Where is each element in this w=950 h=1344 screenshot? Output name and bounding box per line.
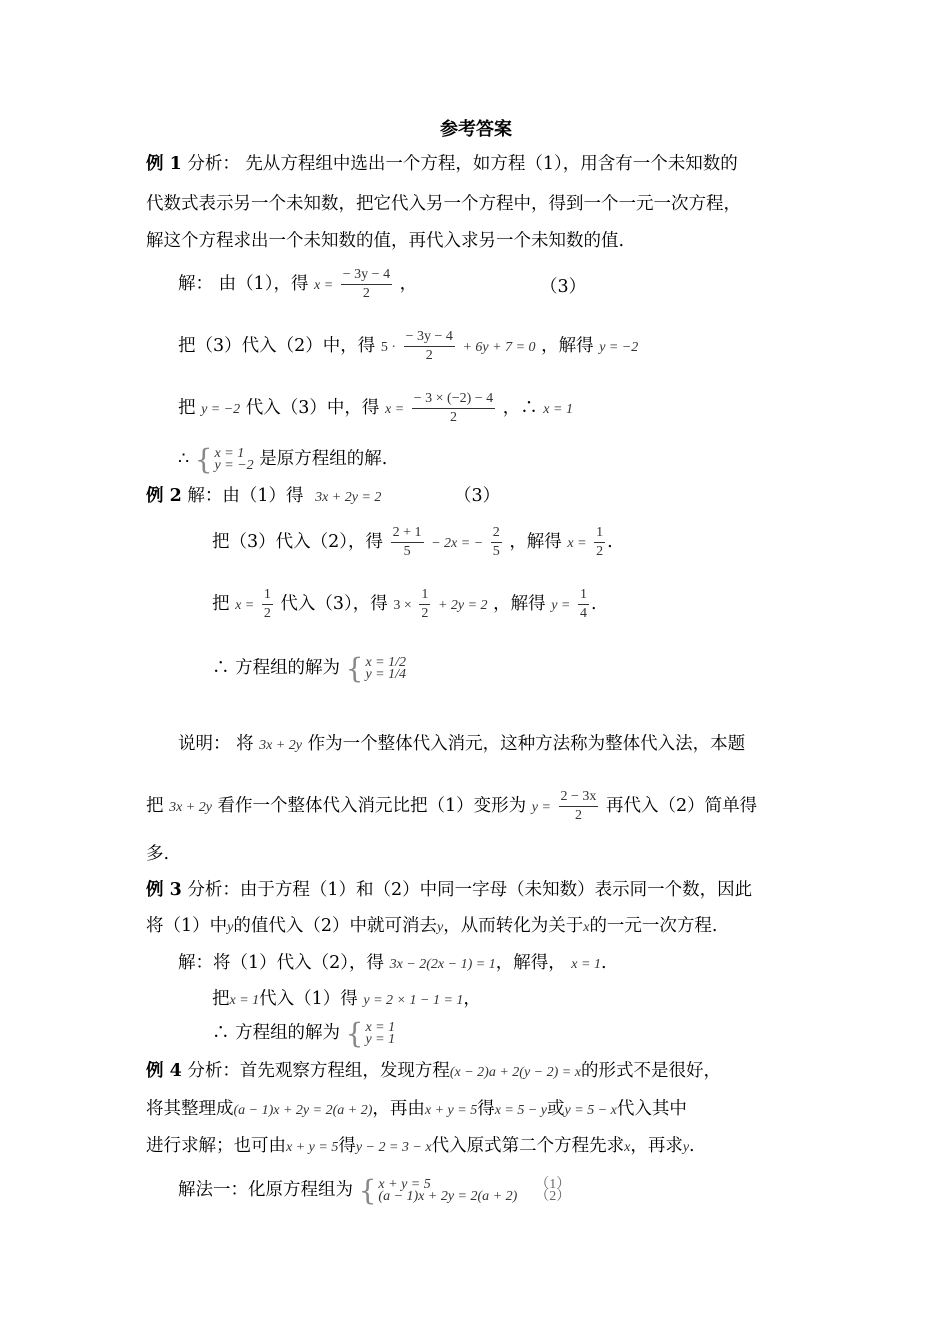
denominator: 2	[449, 410, 457, 425]
text-span: 进行求解；也可由	[146, 1136, 286, 1156]
text-span: 解：将（1）代入（2），得	[178, 953, 385, 973]
numerator: − 3 × (−2) − 4	[412, 390, 495, 409]
ex1-step2-coef: 5 ·	[380, 340, 397, 355]
var-y: y	[227, 920, 234, 935]
text-span: .	[600, 953, 607, 973]
ex2-step3-end: .	[590, 594, 597, 614]
ex2-step2-rest: − 2x = −	[431, 536, 484, 551]
numerator: 1	[419, 586, 430, 605]
numerator: 2 + 1	[391, 524, 424, 543]
ex4-analysis-line1	[146, 1059, 721, 1085]
ex3-step2	[212, 987, 481, 1013]
ex1-step2-text: 把（3）代入（2）中，得	[178, 336, 376, 356]
ex4-eq: y − 2 = 3 − x	[355, 1140, 432, 1155]
denominator: 5	[403, 544, 411, 559]
ex1-step3-result: x = 1	[543, 402, 573, 417]
ex1-step1-tag: （3）	[540, 277, 587, 297]
var-x: x	[583, 920, 590, 935]
ex2-note2-post: 再代入（2）简单得	[605, 796, 758, 816]
text-span: ∴ 方程组的解为	[212, 1023, 341, 1043]
ex4-system	[358, 1173, 571, 1207]
brace-icon: {	[345, 1016, 364, 1050]
ex2-step1-eq: 3x + 2y = 2	[315, 490, 382, 505]
ex2-step3-coef: 3 ×	[393, 598, 412, 613]
text-span: ，从而转化为关于	[443, 916, 584, 936]
ex1-analysis-line2: 代数式表示另一个未知数，把它代入另一个方程中，得到一个一元一次方程，	[146, 194, 741, 214]
ex2-step3-rest: + 2y = 2	[437, 598, 488, 613]
numerator: 2 − 3x	[559, 788, 599, 807]
ex1-step3-y: y = −2	[201, 402, 241, 417]
ex2-step1	[146, 484, 381, 510]
ex1-label: 例 1	[146, 154, 182, 174]
ex2-note-text: 作为一个整体代入消元，这种方法称为整体代入法，本题	[307, 734, 746, 754]
numerator: − 3y − 4	[404, 328, 455, 347]
text-span: 的一元一次方程.	[589, 916, 718, 936]
var-x: x	[624, 1140, 631, 1155]
numerator: 2	[491, 524, 502, 543]
ex2-step3-result-fraction	[578, 586, 589, 623]
ex2-note2-pre: 把	[146, 796, 164, 816]
ex2-label: 例 2	[146, 486, 182, 506]
ex1-analysis-line1	[146, 152, 738, 176]
ex2-step2-lhs: x =	[567, 536, 587, 551]
ex4-eq: x + y = 5	[286, 1140, 339, 1155]
ex1-analysis-line3: 解这个方程求出一个未知数的值，再代入求另一个未知数的值.	[146, 231, 625, 251]
ex1-step3	[178, 390, 573, 427]
text-span: 将（1）中	[146, 916, 228, 936]
equation-tag: （1）	[535, 1176, 571, 1192]
ex3-step3	[212, 1016, 396, 1050]
ex2-note-expr: 3x + 2y	[259, 738, 303, 753]
ex2-step3-lhs: y =	[551, 598, 571, 613]
system-row: x = 1	[365, 1019, 396, 1035]
ex2-step2-mid: ，解得	[509, 532, 562, 552]
text-span: 的值代入（2）中就可消去	[233, 916, 437, 936]
ex2-step4	[212, 651, 407, 685]
ex1-step4-post: 是原方程组的解.	[259, 449, 388, 469]
ex2-note2-fraction	[559, 788, 599, 825]
text-span: .	[689, 1136, 695, 1156]
ex1-step3-mid: 代入（3）中，得	[245, 398, 380, 418]
numerator: 1	[262, 586, 273, 605]
ex1-analysis-text-1: 分析： 先从方程组中选出一个方程，如方程（1），用含有一个未知数的	[187, 154, 738, 174]
denominator: 2	[596, 544, 604, 559]
denominator: 2	[425, 348, 433, 363]
text-span: 得	[338, 1136, 356, 1156]
numerator: − 3y − 4	[341, 266, 392, 285]
ex4-eq: (a − 1)x + 2y = 2(a + 2)	[233, 1103, 373, 1118]
ex3-analysis-line1	[146, 878, 752, 902]
ex1-step2-result: y = −2	[599, 340, 639, 355]
text-span: 或	[547, 1099, 565, 1119]
system-row: x = 1	[214, 445, 245, 461]
numerator: 1	[594, 524, 605, 543]
ex4-eq: y = 5 − x	[564, 1103, 617, 1118]
ex2-step1-text: 解：由（1）得	[187, 486, 304, 506]
ex3-step1-result: x = 1	[571, 957, 601, 972]
ex3-analysis-line2	[146, 914, 718, 940]
ex1-step2-rest: + 6y + 7 = 0	[462, 340, 536, 355]
text-span: 分析：首先观察方程组，发现方程	[187, 1061, 450, 1081]
ex1-therefore-symbol: ∴	[178, 449, 190, 469]
text-span: 将其整理成	[146, 1099, 234, 1119]
ex3-solution-system	[345, 1016, 396, 1050]
ex1-step1-comma: ，	[399, 274, 418, 294]
page-title: 参考答案	[440, 119, 512, 140]
system-row: y = 1/4	[365, 666, 407, 682]
denominator: 2	[362, 286, 370, 301]
text-span: ，再求	[630, 1136, 683, 1156]
system-row: (a − 1)x + 2y = 2(a + 2)	[378, 1188, 518, 1204]
ex1-step2	[178, 328, 638, 365]
ex2-step3	[212, 586, 597, 623]
ex2-note2-lhs: y =	[531, 800, 551, 815]
text-span: 代入（1）得	[259, 989, 358, 1009]
ex2-step2	[212, 524, 613, 561]
system-row: y = −2	[214, 457, 254, 473]
ex2-step3-pre: 把	[212, 594, 230, 614]
ex2-note-line2	[146, 788, 757, 825]
ex2-step3-x: x =	[235, 598, 255, 613]
ex2-note2-text: 看作一个整体代入消元比把（1）变形为	[217, 796, 527, 816]
ex3-analysis-text: 分析：由于方程（1）和（2）中同一字母（未知数）表示同一个数，因此	[187, 880, 753, 900]
ex1-step2-mid: ，解得	[541, 336, 594, 356]
ex2-step1-tag: （3）	[454, 486, 501, 506]
ex2-note-pre: 说明： 将	[178, 734, 254, 754]
ex1-step2-fraction	[404, 328, 455, 365]
ex2-note2-expr: 3x + 2y	[169, 800, 212, 815]
denominator: 2	[421, 606, 429, 621]
ex4-method1	[178, 1173, 571, 1207]
ex1-step1	[178, 266, 417, 303]
ex1-solution-system	[194, 442, 254, 476]
text-span: 把	[212, 989, 230, 1009]
ex1-step1-fraction	[341, 266, 392, 303]
ex3-step2-x: x = 1	[229, 993, 260, 1008]
denominator: 5	[492, 544, 500, 559]
ex3-label: 例 3	[146, 880, 182, 900]
ex2-step2-end: .	[607, 532, 613, 552]
text-span: 得	[477, 1099, 495, 1119]
system-row: x + y = 5	[378, 1176, 431, 1192]
ex4-eq: x = 5 − y	[494, 1103, 548, 1118]
brace-icon: {	[358, 1173, 377, 1207]
ex1-step3-pre: 把	[178, 398, 196, 418]
denominator: 2	[574, 808, 582, 823]
text-span: 的形式不是很好，	[580, 1061, 721, 1081]
ex2-note-line3: 多.	[146, 844, 170, 864]
ex1-step1-text: 解： 由（1），得	[178, 274, 309, 294]
ex1-step3-therefore: ，∴	[502, 398, 538, 418]
ex2-step3-fraction	[419, 586, 430, 623]
denominator: 2	[263, 606, 271, 621]
ex1-step3-fraction	[412, 390, 495, 427]
text-span: ，解得，	[495, 953, 566, 973]
ex3-step1-eq: 3x − 2(2x − 1) = 1	[389, 957, 496, 972]
var-y: y	[437, 920, 444, 935]
ex2-step2-result-fraction	[594, 524, 605, 561]
ex4-analysis-line2	[146, 1097, 687, 1123]
brace-icon: {	[345, 651, 364, 685]
ex2-step3-x-fraction	[262, 586, 273, 623]
denominator: 4	[579, 606, 587, 621]
system-row: x = 1/2	[365, 654, 407, 670]
text-span: ，	[463, 989, 481, 1009]
ex2-step3-mid2: ，解得	[493, 594, 546, 614]
ex2-step4-text: ∴ 方程组的解为	[212, 658, 341, 678]
ex2-note-line1	[178, 732, 745, 758]
equation-tag: （2）	[535, 1188, 571, 1204]
ex1-step3-lhs: x =	[384, 402, 405, 417]
ex4-analysis-line3	[146, 1134, 695, 1160]
ex4-eq: x + y = 5	[424, 1103, 478, 1118]
text-span: 代入原式第二个方程先求	[431, 1136, 625, 1156]
ex2-solution-system	[345, 651, 407, 685]
system-row: y = 1	[365, 1031, 396, 1047]
text-span: ，再由	[372, 1099, 425, 1119]
ex3-step1	[178, 951, 607, 977]
ex4-eq: (x − 2)a + 2(y − 2) = x	[449, 1065, 581, 1080]
ex1-step4	[178, 442, 388, 476]
ex2-step2-fraction	[391, 524, 424, 561]
var-y: y	[682, 1140, 690, 1155]
ex2-step3-mid: 代入（3），得	[280, 594, 388, 614]
ex4-label: 例 4	[146, 1061, 182, 1081]
ex1-step1-lhs: x =	[314, 278, 334, 293]
ex3-step2-eq: y = 2 × 1 − 1 = 1	[363, 993, 464, 1008]
text-span: 解法一：化原方程组为	[178, 1180, 353, 1200]
ex2-step2-text: 把（3）代入（2），得	[212, 532, 384, 552]
text-span: 代入其中	[616, 1099, 687, 1119]
brace-icon: {	[194, 442, 213, 476]
ex2-step2-fraction2	[491, 524, 502, 561]
numerator: 1	[578, 586, 589, 605]
